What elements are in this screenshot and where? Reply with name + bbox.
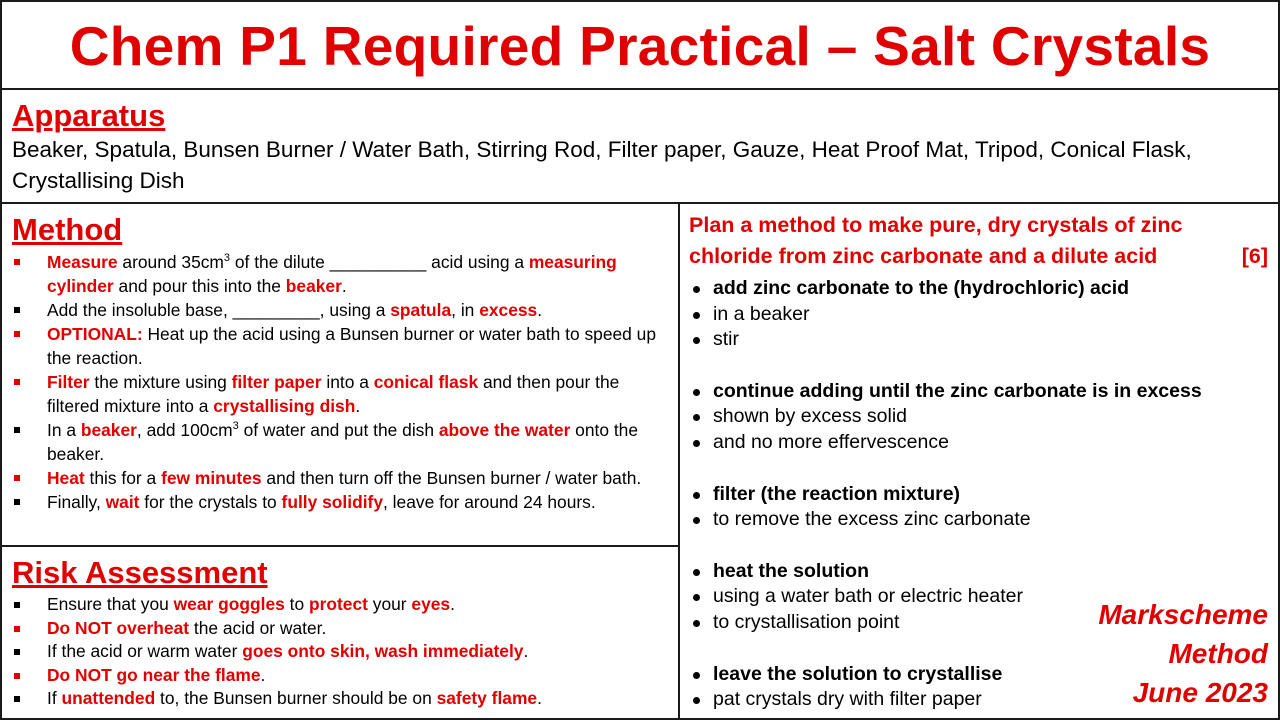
markscheme-question-text: Plan a method to make pure, dry crystals of zinc chloride from zinc carbonate and a dilute acid bbox=[689, 213, 1183, 268]
square-bullet-icon bbox=[14, 331, 20, 337]
highlight-text: measuring cylinder bbox=[47, 252, 617, 296]
step-text: of water and put the dish bbox=[238, 420, 439, 440]
markscheme-point-text: shown by excess solid bbox=[713, 405, 908, 428]
risk-assessment-heading: Risk Assessment bbox=[12, 555, 268, 590]
step-text: Ensure that you bbox=[47, 594, 174, 614]
method-step bbox=[12, 250, 668, 298]
markscheme-point-group bbox=[689, 276, 1268, 353]
highlight-text: unattended bbox=[61, 688, 156, 708]
highlight-text: conical flask bbox=[373, 372, 479, 392]
step-text: . bbox=[260, 664, 266, 685]
markscheme-point-text: add zinc carbonate to the (hydrochloric) acid bbox=[713, 277, 1130, 299]
markscheme-point-text: continue adding until the zinc carbonate is in excess bbox=[713, 379, 1202, 402]
markscheme-point bbox=[689, 559, 1268, 585]
highlight-text: wear goggles bbox=[173, 594, 285, 614]
square-bullet-icon bbox=[14, 673, 20, 679]
highlight-text: safety flame bbox=[436, 688, 538, 708]
highlight-text: OPTIONAL: bbox=[47, 324, 143, 344]
step-text: and then pour the filtered mixture into a bbox=[47, 372, 620, 416]
step-text: Add the insoluble base, _________, using a bbox=[47, 300, 391, 320]
markscheme-point-text: pat crystals dry with filter paper bbox=[713, 688, 982, 711]
step-text: for the crystals to bbox=[139, 492, 282, 512]
square-bullet-icon bbox=[14, 427, 20, 433]
step-text: . bbox=[355, 396, 361, 416]
highlight-text: fully solidify bbox=[281, 492, 383, 512]
highlight-text: above the water bbox=[438, 420, 571, 440]
method-step bbox=[12, 322, 668, 370]
method-heading: Method bbox=[12, 212, 123, 247]
highlight-text: excess bbox=[479, 300, 538, 320]
risk-step bbox=[12, 687, 668, 711]
step-text: and then turn off the Bunsen burner / water bath. bbox=[261, 468, 642, 488]
markscheme-point bbox=[689, 482, 1268, 508]
step-text: In a bbox=[47, 420, 81, 440]
markscheme-point-text: filter (the reaction mixture) bbox=[713, 482, 961, 505]
step-text: . bbox=[537, 300, 543, 320]
markscheme-question bbox=[689, 210, 1268, 272]
highlight-text: beaker bbox=[285, 276, 342, 296]
step-text: . bbox=[537, 688, 542, 708]
step-text: and pour this into the bbox=[113, 276, 286, 296]
step-text: . bbox=[450, 594, 455, 614]
risk-step bbox=[12, 664, 668, 688]
markscheme-point-text: in a beaker bbox=[713, 302, 810, 325]
markscheme-point-text: to crystallisation point bbox=[713, 610, 900, 633]
square-bullet-icon bbox=[14, 602, 20, 608]
markscheme-point bbox=[689, 276, 1268, 302]
method-steps-list bbox=[12, 250, 668, 514]
round-bullet-icon bbox=[693, 440, 700, 447]
round-bullet-icon bbox=[693, 286, 700, 293]
highlight-text: few minutes bbox=[161, 468, 262, 488]
step-text: Heat up the acid using a Bunsen burner or water bath to speed up the reaction. bbox=[47, 324, 657, 368]
step-text: If bbox=[47, 688, 62, 708]
highlight-text: Do NOT go near the flame bbox=[47, 664, 261, 685]
markscheme-point-group bbox=[689, 379, 1268, 456]
square-bullet-icon bbox=[14, 307, 20, 313]
round-bullet-icon bbox=[693, 594, 700, 601]
round-bullet-icon bbox=[693, 312, 700, 319]
highlight-text: filter paper bbox=[231, 372, 322, 392]
round-bullet-icon bbox=[693, 517, 700, 524]
page-title: Chem P1 Required Practical – Salt Crystals bbox=[69, 15, 1211, 77]
step-text: Finally, bbox=[47, 492, 106, 512]
step-text: 3 bbox=[223, 252, 231, 265]
apparatus-heading: Apparatus bbox=[12, 98, 166, 133]
round-bullet-icon bbox=[693, 672, 700, 679]
method-step bbox=[12, 370, 668, 418]
markscheme-point-group bbox=[689, 482, 1268, 533]
square-bullet-icon bbox=[14, 259, 20, 265]
markscheme-point bbox=[689, 379, 1268, 405]
square-bullet-icon bbox=[14, 475, 20, 481]
markscheme-point-text: stir bbox=[713, 328, 739, 351]
step-text: . bbox=[341, 276, 347, 296]
step-text: your bbox=[367, 594, 412, 614]
apparatus-section bbox=[0, 88, 1280, 204]
risk-step bbox=[12, 593, 668, 617]
step-text: the acid or water. bbox=[189, 617, 327, 638]
step-text: 3 bbox=[232, 420, 239, 433]
method-step bbox=[12, 418, 668, 466]
markscheme-section bbox=[678, 202, 1280, 720]
step-text: to, the Bunsen burner should be on bbox=[155, 688, 437, 708]
marks-badge: [6] bbox=[1241, 244, 1268, 268]
square-bullet-icon bbox=[14, 379, 20, 385]
risk-assessment-section bbox=[0, 545, 680, 720]
stamp-line-method: Method bbox=[1168, 638, 1268, 669]
highlight-text: Do NOT overheat bbox=[47, 617, 190, 638]
markscheme-point bbox=[689, 404, 1268, 430]
round-bullet-icon bbox=[693, 697, 700, 704]
square-bullet-icon bbox=[14, 649, 20, 655]
square-bullet-icon bbox=[14, 626, 20, 632]
round-bullet-icon bbox=[693, 337, 700, 344]
stamp-line-markscheme: Markscheme bbox=[1098, 599, 1268, 630]
highlight-text: beaker bbox=[80, 420, 137, 440]
highlight-text: Heat bbox=[47, 468, 85, 488]
markscheme-point bbox=[689, 430, 1268, 456]
markscheme-point bbox=[689, 327, 1268, 353]
risk-step bbox=[12, 640, 668, 664]
highlight-text: Measure bbox=[47, 252, 118, 272]
step-text: this for a bbox=[84, 468, 162, 488]
round-bullet-icon bbox=[693, 492, 700, 499]
highlight-text: goes onto skin, wash immediately bbox=[242, 641, 524, 661]
stamp-line-date: June 2023 bbox=[1132, 677, 1268, 708]
round-bullet-icon bbox=[693, 569, 700, 576]
highlight-text: Filter bbox=[47, 372, 90, 392]
step-text: , in bbox=[451, 300, 480, 320]
step-text: the mixture using bbox=[89, 372, 232, 392]
highlight-text: protect bbox=[308, 594, 368, 614]
title-banner bbox=[0, 0, 1280, 90]
method-step bbox=[12, 490, 668, 514]
markscheme-point-text: heat the solution bbox=[713, 559, 869, 582]
step-text: of the dilute __________ acid using a bbox=[230, 252, 529, 272]
apparatus-list: Beaker, Spatula, Bunsen Burner / Water Bath, Stirring Rod, Filter paper, Gauze, Heat Proof Mat, Tripod, Conical Flask, Crystallising Dish bbox=[12, 137, 1192, 193]
step-text: . bbox=[523, 641, 529, 661]
round-bullet-icon bbox=[693, 389, 700, 396]
markscheme-point bbox=[689, 302, 1268, 328]
highlight-text: eyes bbox=[411, 594, 451, 614]
risk-steps-list bbox=[12, 593, 668, 711]
round-bullet-icon bbox=[693, 414, 700, 421]
markscheme-stamp bbox=[1098, 595, 1268, 712]
markscheme-point-text: to remove the excess zinc carbonate bbox=[713, 508, 1031, 531]
step-text: , add 100cm bbox=[136, 420, 233, 440]
step-text: around 35cm bbox=[117, 252, 224, 272]
method-step bbox=[12, 466, 668, 490]
highlight-text: crystallising dish bbox=[213, 396, 356, 416]
markscheme-point-text: leave the solution to crystallise bbox=[713, 662, 1003, 685]
highlight-text: spatula bbox=[390, 300, 452, 320]
highlight-text: wait bbox=[105, 492, 140, 512]
square-bullet-icon bbox=[14, 499, 20, 505]
round-bullet-icon bbox=[693, 620, 700, 627]
step-text: into a bbox=[321, 372, 374, 392]
step-text: to bbox=[284, 594, 309, 614]
step-text: onto the beaker. bbox=[47, 420, 639, 464]
method-step bbox=[12, 298, 668, 322]
step-text: , leave for around 24 hours. bbox=[383, 492, 596, 512]
risk-step bbox=[12, 617, 668, 641]
markscheme-point bbox=[689, 507, 1268, 533]
markscheme-point-text: and no more effervescence bbox=[713, 430, 949, 453]
method-section bbox=[0, 202, 680, 547]
square-bullet-icon bbox=[14, 696, 20, 702]
markscheme-point-text: using a water bath or electric heater bbox=[713, 585, 1024, 608]
step-text: If the acid or warm water bbox=[47, 641, 243, 661]
